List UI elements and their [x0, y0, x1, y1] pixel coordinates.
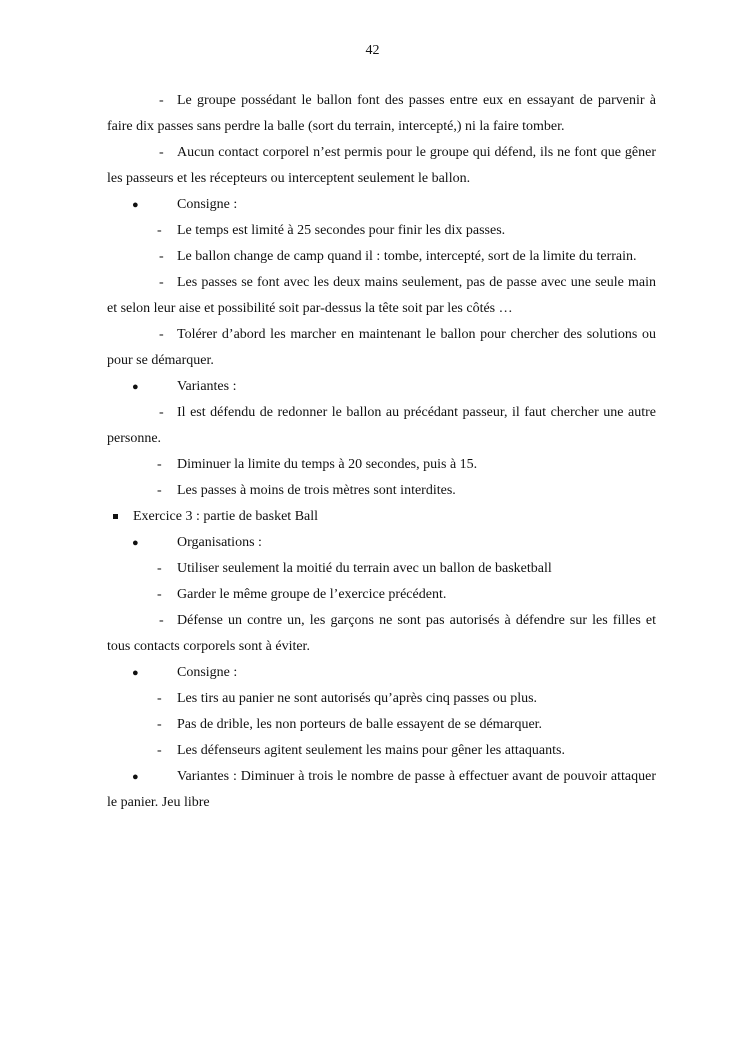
dash-paragraph	[107, 322, 656, 374]
bullet-marker: ●	[132, 537, 139, 549]
dash-item-text: Les tirs au panier ne sont autorisés qu’après cinq passes ou plus.	[177, 691, 538, 706]
bullet-paragraph	[107, 764, 656, 816]
bullet-heading: Organisations :	[177, 535, 262, 550]
exercise-heading	[107, 504, 656, 530]
dash-item	[107, 218, 656, 244]
dash-item	[107, 712, 656, 738]
bullet-marker: ●	[132, 771, 139, 783]
dash-item	[107, 452, 656, 478]
dash-marker: -	[159, 275, 164, 290]
paragraph-text: Le groupe possédant le ballon font des passes entre eux en essayant de parvenir à faire dix passes sans perdre la balle (sort du terrain, intercepté,) ni la faire tomber.	[107, 93, 656, 134]
dash-item-text: Garder le même groupe de l’exercice précédent.	[177, 587, 447, 602]
dash-item-text: Les défenseurs agitent seulement les mains pour gêner les attaquants.	[177, 743, 565, 758]
dash-paragraph	[107, 244, 656, 270]
dash-paragraph	[107, 88, 656, 140]
dash-item-text: Diminuer la limite du temps à 20 secondes, puis à 15.	[177, 457, 478, 472]
dash-paragraph	[107, 270, 656, 322]
dash-marker: -	[157, 223, 162, 238]
bullet-item	[107, 374, 656, 400]
dash-item-text: Les passes à moins de trois mètres sont interdites.	[177, 483, 456, 498]
dash-marker: -	[159, 145, 164, 160]
exercise-title: Exercice 3 : partie de basket Ball	[133, 509, 319, 524]
dash-paragraph	[107, 140, 656, 192]
dash-marker: -	[159, 613, 164, 628]
dash-item-text: Pas de drible, les non porteurs de balle essayent de se démarquer.	[177, 717, 543, 732]
paragraph-text: Le ballon change de camp quand il : tombe, intercepté, sort de la limite du terrain.	[177, 249, 637, 264]
paragraph-text: Les passes se font avec les deux mains seulement, pas de passe avec une seule main et selon leur aise et possibilité soit par-dessus la tête soit par les côtés …	[107, 275, 656, 316]
page-number: 42	[365, 43, 380, 58]
paragraph-text: Variantes : Diminuer à trois le nombre de passe à effectuer avant de pouvoir attaquer le panier. Jeu libre	[107, 769, 656, 810]
dash-marker: -	[157, 457, 162, 472]
dash-item	[107, 582, 656, 608]
dash-item	[107, 686, 656, 712]
bullet-marker: ●	[132, 199, 139, 211]
bullet-item	[107, 530, 656, 556]
dash-marker: -	[157, 717, 162, 732]
bullet-item	[107, 660, 656, 686]
paragraph-text: Tolérer d’abord les marcher en maintenant le ballon pour chercher des solutions ou pour se démarquer.	[107, 327, 656, 368]
square-bullet-icon	[113, 514, 118, 519]
dash-marker: -	[159, 249, 164, 264]
dash-marker: -	[157, 587, 162, 602]
bullet-marker: ●	[132, 667, 139, 679]
dash-item	[107, 556, 656, 582]
bullet-heading: Consigne :	[177, 197, 238, 212]
dash-marker: -	[157, 691, 162, 706]
dash-item	[107, 478, 656, 504]
paragraph-text: Défense un contre un, les garçons ne sont pas autorisés à défendre sur les filles et tous contacts corporels sont à éviter.	[107, 613, 656, 654]
dash-marker: -	[157, 743, 162, 758]
dash-item	[107, 738, 656, 764]
paragraph-text: Aucun contact corporel n’est permis pour le groupe qui défend, ils ne font que gêner les passeurs et les récepteurs ou interceptent seulement le ballon.	[107, 145, 656, 186]
document-body	[107, 88, 656, 816]
dash-marker: -	[157, 561, 162, 576]
paragraph-text: Il est défendu de redonner le ballon au précédant passeur, il faut chercher une autre personne.	[107, 405, 656, 446]
dash-marker: -	[157, 483, 162, 498]
dash-paragraph	[107, 400, 656, 452]
bullet-heading: Consigne :	[177, 665, 238, 680]
bullet-heading: Variantes :	[177, 379, 237, 394]
dash-paragraph	[107, 608, 656, 660]
dash-marker: -	[159, 405, 164, 420]
bullet-marker: ●	[132, 381, 139, 393]
dash-item-text: Le temps est limité à 25 secondes pour finir les dix passes.	[177, 223, 506, 238]
dash-item-text: Utiliser seulement la moitié du terrain avec un ballon de basketball	[177, 561, 552, 576]
bullet-item	[107, 192, 656, 218]
dash-marker: -	[159, 327, 164, 342]
dash-marker: -	[159, 93, 164, 108]
